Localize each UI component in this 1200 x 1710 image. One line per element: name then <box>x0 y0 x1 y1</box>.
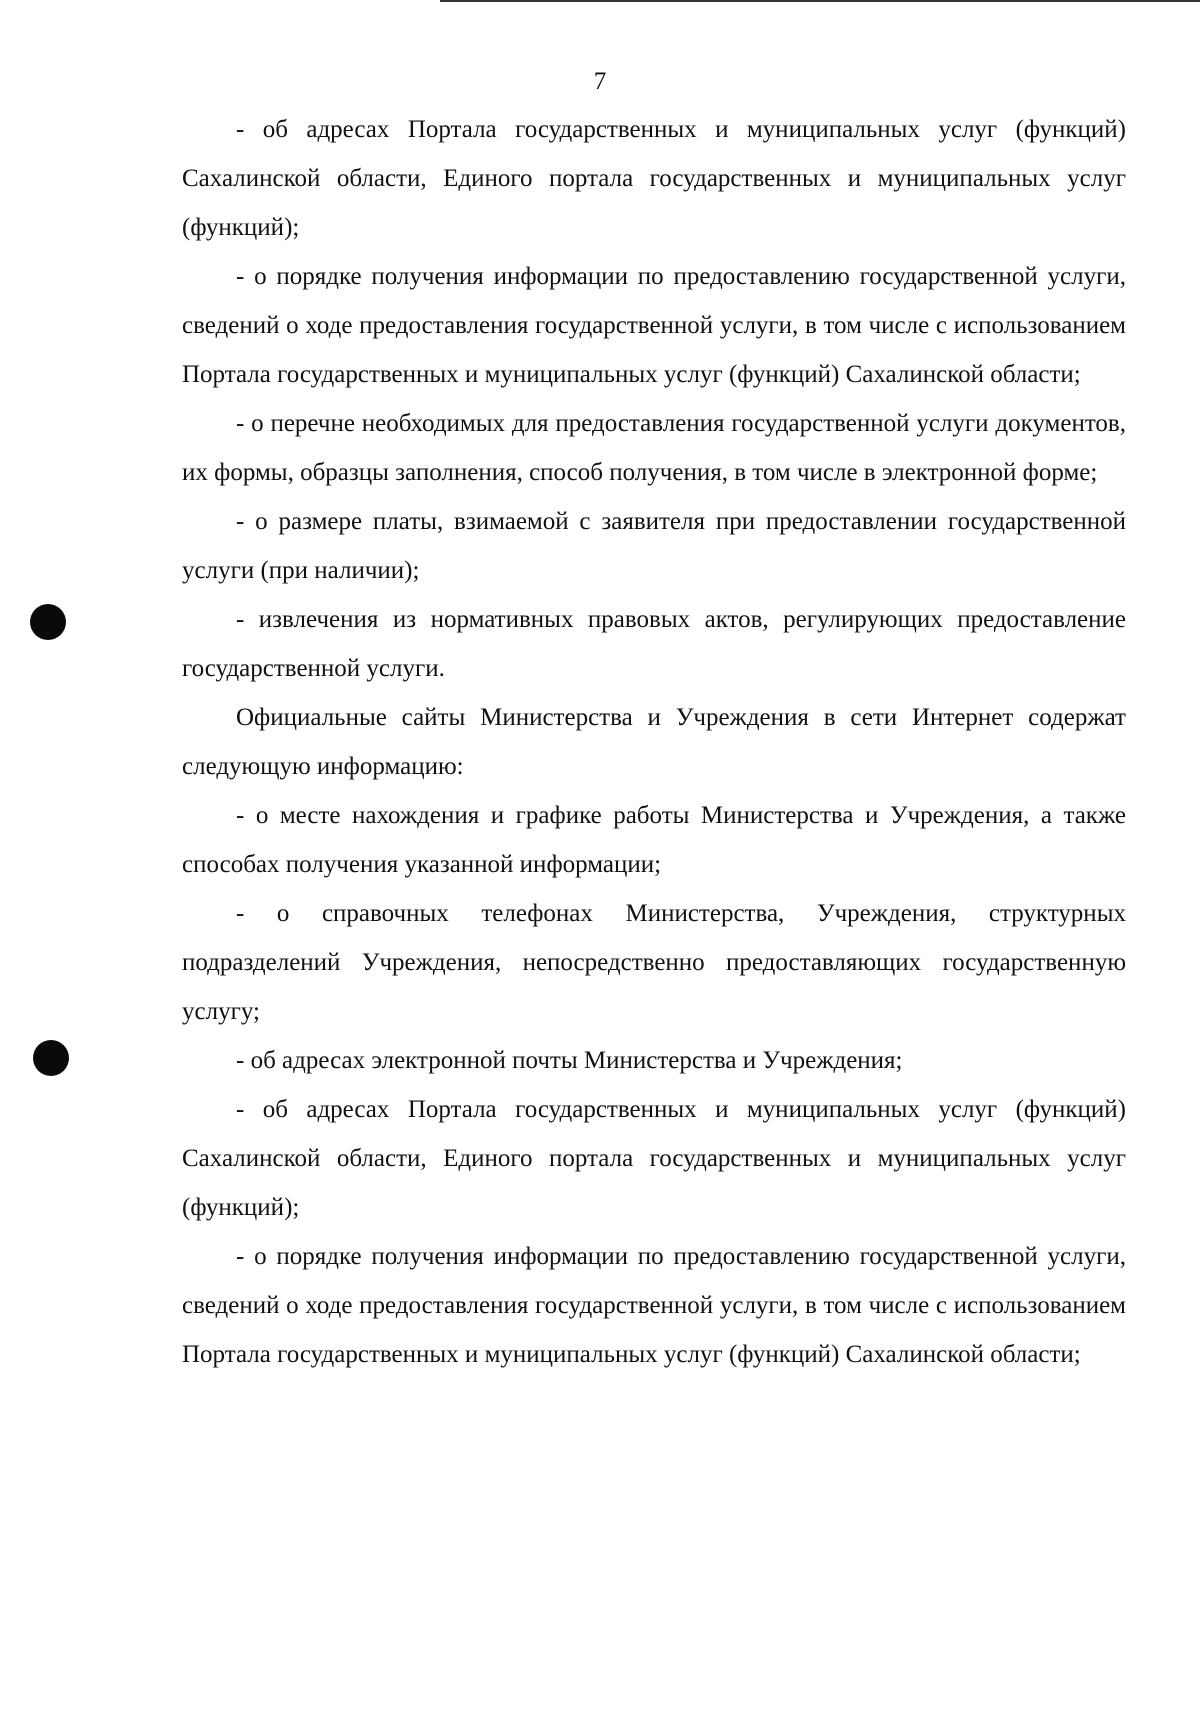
paragraph-fee: - о размере платы, взимаемой с заявителя при предоставлении государственной услуги (при наличии); <box>182 508 1126 584</box>
paragraph-email: - об адресах электронной почты Министерства и Учреждения; <box>236 1047 903 1074</box>
paragraph-legal-extracts: - извлечения из нормативных правовых актов, регулирующих предоставление государственной услуги. <box>182 606 1126 682</box>
paragraph-official-sites: Официальные сайты Министерства и Учреждения в сети Интернет содержат следующую информацию: <box>182 704 1126 780</box>
paragraph-documents-list: - о перечне необходимых для предоставления государственной услуги документов, их формы, образцы заполнения, способ получения, в том числе в электронной форме; <box>182 410 1126 486</box>
body-text <box>182 105 1126 1379</box>
punch-hole-upper <box>30 604 66 640</box>
paragraph-info-procedure-1: - о порядке получения информации по предоставлению государственной услуги, сведений о ходе предоставления государственной услуги, в том числе с использованием Портала государственных и муниципальных услуг (функций) Сахалинской области; <box>182 263 1126 388</box>
paragraph-location-schedule: - о месте нахождения и графике работы Министерства и Учреждения, а также способах получения указанной информации; <box>182 802 1126 878</box>
paragraph-info-procedure-2: - о порядке получения информации по предоставлению государственной услуги, сведений о ходе предоставления государственной услуги, в том числе с использованием Портала государственных и муниципальных услуг (функций) Сахалинской области; <box>182 1243 1126 1368</box>
paragraph-phones: - о справочных телефонах Министерства, Учреждения, структурных подразделений Учреждения, непосредственно предоставляющих государственную услугу; <box>182 900 1126 1025</box>
paragraph-portal-addresses-2: - об адресах Портала государственных и муниципальных услуг (функций) Сахалинской области, Единого портала государственных и муниципальных услуг (функций); <box>182 1096 1126 1221</box>
top-edge-rule <box>440 0 1200 2</box>
punch-hole-lower <box>33 1040 69 1076</box>
page-number: 7 <box>593 68 607 95</box>
paragraph-portal-addresses-1: - об адресах Портала государственных и муниципальных услуг (функций) Сахалинской области, Единого портала государственных и муниципальных услуг (функций); <box>182 116 1126 241</box>
